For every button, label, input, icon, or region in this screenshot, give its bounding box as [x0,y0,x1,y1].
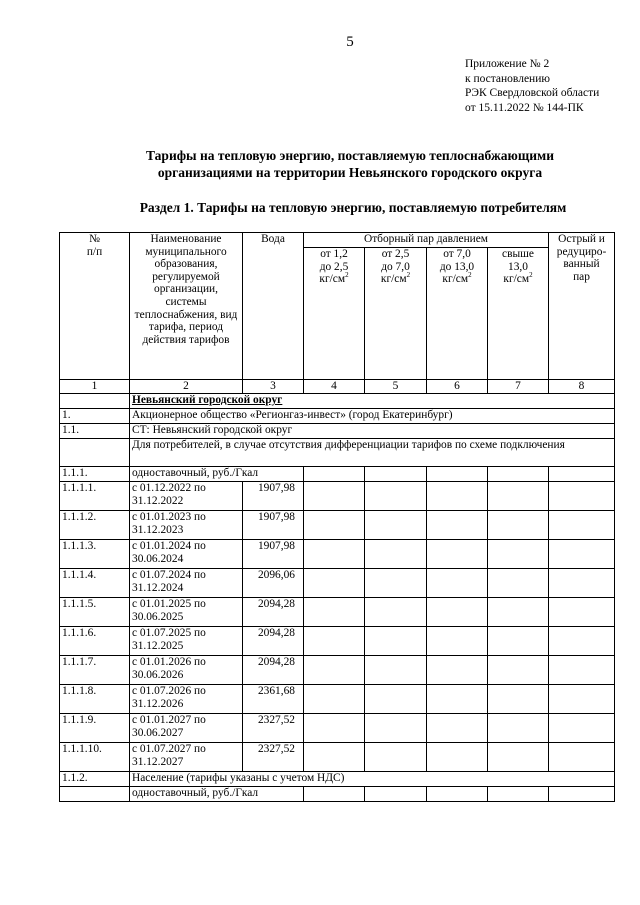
row-period [130,569,243,598]
header-row [60,233,615,248]
period-end: 31.12.2027 [132,755,184,768]
pressure-line: от 1,2 [320,248,348,260]
header-num-line: № [89,233,100,245]
row-water-value: 2327,52 [243,743,304,772]
row-water-value: 1907,98 [243,540,304,569]
tariff-row [60,511,615,540]
header-sharp-line: пар [573,270,590,283]
pressure-unit [306,273,362,286]
row-water-value: 1907,98 [243,511,304,540]
row-water-value: 2096,06 [243,569,304,598]
header-name-text: Наименование муниципального образования, регулируемой организации, системы теплоснабжения, вид тарифа, период действия тарифов [134,233,238,346]
row-water-value: 2094,28 [243,627,304,656]
row-number: 1.1.1.8. [60,685,130,714]
pressure-line: до 13,0 [439,260,475,273]
empty-cell [365,787,427,802]
empty-cell [549,685,615,714]
rates-body [60,482,615,772]
annex-line: Приложение № 2 [465,58,550,70]
unit-sup: 2 [345,271,349,280]
empty-cell [304,598,365,627]
pressure-unit [367,273,424,286]
empty-cell [427,467,488,482]
header-num-line: п/п [86,245,103,258]
row-water-value: 2361,68 [243,685,304,714]
period-start: с 01.01.2023 по [132,511,206,523]
page-number: 5 [346,34,354,50]
empty-cell [365,714,427,743]
period-start: с 01.01.2026 по [132,656,206,668]
annex-line: РЭК Свердловской области [465,87,600,99]
org-name: Акционерное общество «Регионгаз-инвест» (город Екатеринбург) [130,409,615,424]
column-number: 8 [549,380,615,394]
unit-text: кг/см [380,273,407,286]
row-period [130,714,243,743]
column-numbers-row [60,380,615,394]
period-start: с 01.07.2025 по [132,627,206,639]
empty-cell [304,685,365,714]
row-period [130,685,243,714]
header-num [60,233,130,380]
unit-sup: 2 [468,271,472,280]
annex-block [465,57,599,115]
header-water [243,233,304,380]
period-start: с 01.12.2022 по [132,482,206,494]
pressure-line: от 2,5 [381,248,410,260]
row-period [130,656,243,685]
population-number: 1.1.2. [60,772,130,787]
row-water-value: 2094,28 [243,598,304,627]
empty-cell [488,569,549,598]
empty-cell [549,467,615,482]
empty-cell [427,569,488,598]
row-period [130,540,243,569]
empty-cell [427,482,488,511]
system-number: 1.1. [60,424,130,439]
empty-cell [488,598,549,627]
row-period [130,627,243,656]
empty-cell [365,482,427,511]
period-start: с 01.01.2027 по [132,714,206,726]
empty-cell [427,743,488,772]
empty-cell [549,743,615,772]
municipality-row [60,394,615,409]
empty-cell [365,743,427,772]
empty-cell [549,787,615,802]
header-sharp-line: Острый и [558,233,605,245]
organization-row [60,409,615,424]
empty-cell [488,685,549,714]
period-end: 30.06.2024 [132,552,184,565]
empty-cell [365,627,427,656]
tariff-row [60,743,615,772]
annex-line: от 15.11.2022 № 144-ПК [465,101,584,114]
column-number: 4 [304,380,365,394]
column-number: 1 [60,380,130,394]
period-start: с 01.07.2026 по [132,685,206,697]
row-number: 1.1.1.1. [60,482,130,511]
org-number: 1. [60,409,130,424]
column-number: 5 [365,380,427,394]
column-number: 3 [243,380,304,394]
row-number: 1.1.1.4. [60,569,130,598]
document-title [100,147,600,181]
system-name: СТ: Невьянский городской округ [130,424,615,439]
empty-cell [549,511,615,540]
period-end: 30.06.2026 [132,668,184,681]
population-label: Население (тарифы указаны с учетом НДС) [130,772,615,787]
empty-cell [365,598,427,627]
unit-text: кг/см [503,273,530,286]
period-end: 30.06.2027 [132,726,184,739]
empty-cell [304,540,365,569]
empty-cell [365,569,427,598]
tariff-row [60,598,615,627]
empty-cell [365,467,427,482]
municipality-name: Невьянский городской округ [130,394,615,409]
system-row [60,424,615,439]
row-number: 1.1.1.2. [60,511,130,540]
population-tariff: одноставочный, руб./Гкал [130,787,304,802]
row-water-value: 2094,28 [243,656,304,685]
empty-cell [488,714,549,743]
row-period [130,482,243,511]
pressure-line: до 7,0 [381,260,410,273]
empty-cell [304,656,365,685]
header-sharp-line: редуциро- [556,245,607,258]
column-number: 2 [130,380,243,394]
empty-cell [427,714,488,743]
empty-cell [304,627,365,656]
period-end: 31.12.2026 [132,697,184,710]
period-end: 31.12.2024 [132,581,184,594]
title-line: организациями на территории Невьянского городского округа [157,165,543,180]
pressure-unit [490,273,546,286]
empty-cell [304,467,365,482]
period-end: 31.12.2022 [132,494,184,507]
population-tariff-row [60,787,615,802]
row-period [130,743,243,772]
empty-cell [427,685,488,714]
tariff-row [60,714,615,743]
empty-cell [304,511,365,540]
pressure-line: свыше [502,248,534,260]
empty-cell [488,787,549,802]
period-start: с 01.07.2027 по [132,743,206,755]
tariff-row [60,569,615,598]
header-pressure-2 [365,248,427,380]
tariff-row [60,482,615,511]
pressure-line: 13,0 [508,260,528,273]
empty-cell [549,656,615,685]
empty-cell [488,511,549,540]
empty-cell [304,743,365,772]
consumers-note-row [60,439,615,467]
empty-cell [488,540,549,569]
empty-cell [549,569,615,598]
row-number: 1.1.1.3. [60,540,130,569]
empty-cell [60,394,130,409]
empty-cell [304,787,365,802]
header-water-text: Вода [261,233,285,245]
empty-cell [365,685,427,714]
tariff-type: одноставочный, руб./Гкал [130,467,304,482]
pressure-unit [429,273,485,286]
period-end: 30.06.2025 [132,610,184,623]
empty-cell [60,787,130,802]
empty-cell [488,627,549,656]
empty-cell [365,540,427,569]
row-number: 1.1.1.7. [60,656,130,685]
header-pressure-3 [427,248,488,380]
row-number: 1.1.1.6. [60,627,130,656]
empty-cell [427,627,488,656]
row-number: 1.1.1.9. [60,714,130,743]
row-water-value: 1907,98 [243,482,304,511]
row-period [130,511,243,540]
empty-cell [304,569,365,598]
tariff-row [60,656,615,685]
empty-cell [488,467,549,482]
row-water-value: 2327,52 [243,714,304,743]
empty-cell [549,627,615,656]
empty-cell [549,598,615,627]
row-number: 1.1.1.5. [60,598,130,627]
empty-cell [488,656,549,685]
row-number: 1.1.1.10. [60,743,130,772]
header-sharp-steam [549,233,615,380]
unit-text: кг/см [442,273,469,286]
empty-cell [488,743,549,772]
empty-cell [427,656,488,685]
column-number: 7 [488,380,549,394]
empty-cell [427,511,488,540]
unit-text: кг/см [319,273,346,286]
empty-cell [488,482,549,511]
row-period [130,598,243,627]
header-steam-group-text: Отборный пар давлением [363,233,489,245]
tariff-table [59,232,615,802]
period-start: с 01.07.2024 по [132,569,206,581]
empty-cell [365,656,427,685]
empty-cell [60,439,130,467]
empty-cell [304,482,365,511]
pressure-line: до 2,5 [319,260,349,273]
period-end: 31.12.2025 [132,639,184,652]
unit-sup: 2 [529,271,533,280]
empty-cell [304,714,365,743]
empty-cell [427,787,488,802]
tariff-row [60,540,615,569]
header-name [130,233,243,380]
title-line: Тарифы на тепловую энергию, поставляемую теплоснабжающими [146,148,554,163]
empty-cell [549,540,615,569]
tariff-row [60,685,615,714]
section-title: Раздел 1. Тарифы на тепловую энергию, поставляемую потребителям [139,200,567,215]
header-sharp-line: ванный [563,258,600,271]
period-end: 31.12.2023 [132,523,184,536]
empty-cell [549,482,615,511]
header-pressure-4 [488,248,549,380]
tariff-type-row [60,467,615,482]
annex-line: к постановлению [465,72,550,85]
header-pressure-1 [304,248,365,380]
pressure-line: от 7,0 [443,248,471,260]
column-number: 6 [427,380,488,394]
period-start: с 01.01.2024 по [132,540,206,552]
header-steam-group [304,233,549,248]
population-row [60,772,615,787]
empty-cell [365,511,427,540]
empty-cell [427,598,488,627]
consumers-note: Для потребителей, в случае отсутствия дифференциации тарифов по схеме подключения [130,439,615,467]
tariff-type-number: 1.1.1. [60,467,130,482]
tariff-row [60,627,615,656]
unit-sup: 2 [406,271,411,280]
period-start: с 01.01.2025 по [132,598,206,610]
empty-cell [427,540,488,569]
empty-cell [549,714,615,743]
